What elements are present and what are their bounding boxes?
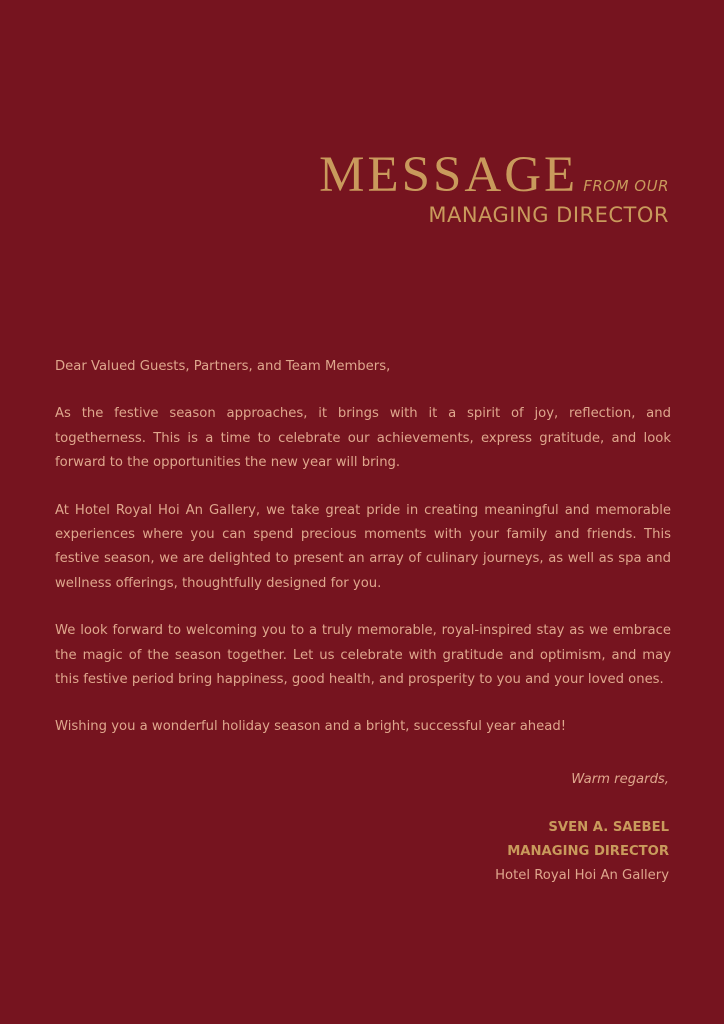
heading-message: MESSAGE [319,147,579,203]
paragraph-1: As the festive season approaches, it brings with it a spirit of joy, reflection, and togetherness. This is a time to celebrate our achievements, express gratitude, and look forward to the opportunities the new year will bring. [55,406,671,471]
salutation: Dear Valued Guests, Partners, and Team Members, [55,359,391,374]
signatory-name: SVEN A. SAEBEL [548,820,669,835]
paragraph-3: We look forward to welcoming you to a truly memorable, royal-inspired stay as we embrace the magic of the season together. Let us celebrate with gratitude and optimism, and may this festive period bring happiness, good health, and prosperity to you and your loved ones. [55,623,671,688]
heading-line-1 [319,147,669,203]
signoff [495,768,669,888]
paragraph-4: Wishing you a wonderful holiday season and a bright, successful year ahead! [55,719,567,735]
letter-body [55,355,671,763]
heading-managing-director: MANAGING DIRECTOR [428,203,669,227]
paragraph-2: At Hotel Royal Hoi An Gallery, we take great pride in creating meaningful and memorable experiences where you can spend precious moments with your family and friends. This festive season, we are delighted to present an array of culinary journeys, as well as spa and wellness offerings, thoughtfully designed for you. [55,502,671,591]
closing: Warm regards, [571,772,669,787]
signatory-title: MANAGING DIRECTOR [507,844,669,859]
signatory-organization: Hotel Royal Hoi An Gallery [495,868,669,883]
heading-from-our: FROM OUR [583,177,669,195]
page-heading [319,147,669,227]
